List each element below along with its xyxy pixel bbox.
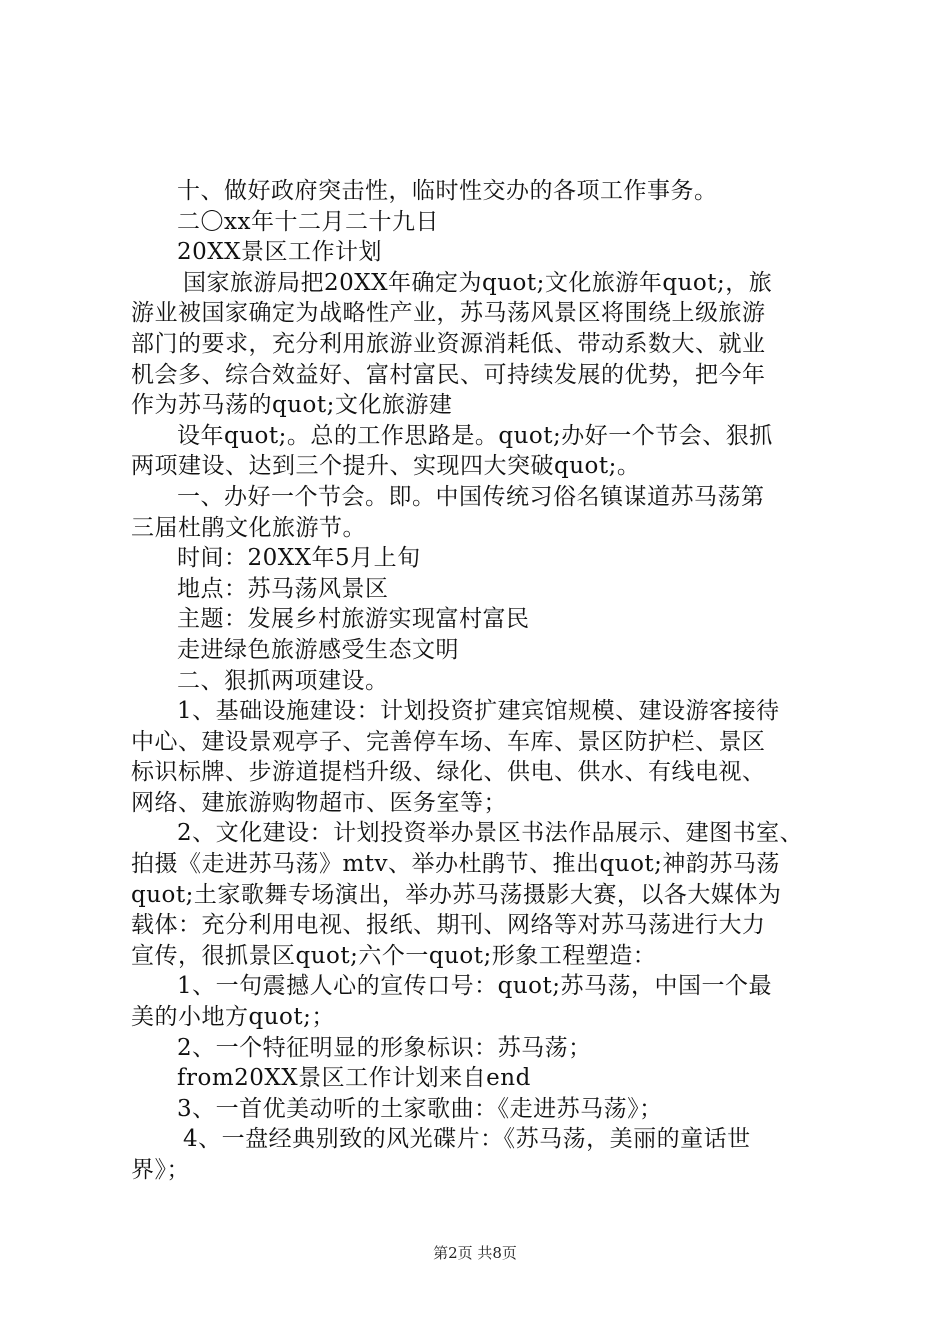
document-body xyxy=(131,176,831,1186)
text-line: 作为苏马荡的quot;文化旅游建 xyxy=(131,392,453,419)
text-line: 走进绿色旅游感受生态文明 xyxy=(177,636,459,663)
text-line: 中心、建设景观亭子、完善停车场、车库、景区防护栏、景区 xyxy=(131,728,766,755)
text-line: 一、办好一个节会。即。中国传统习俗名镇谋道苏马荡第 xyxy=(177,483,765,510)
text-line: 载体：充分利用电视、报纸、期刊、网络等对苏马荡进行大力 xyxy=(131,912,766,939)
text-line: 两项建设、达到三个提升、实现四大突破quot;。 xyxy=(131,453,641,480)
text-line: 宣传，很抓景区quot;六个一quot;形象工程塑造： xyxy=(131,942,657,969)
text-line: 主题：发展乡村旅游实现富村富民 xyxy=(177,606,530,633)
text-line: 2、一个特征明显的形象标识：苏马荡； xyxy=(177,1034,592,1061)
text-line: 部门的要求，充分利用旅游业资源消耗低、带动系数大、就业 xyxy=(131,330,766,357)
text-line: 1、基础设施建设：计划投资扩建宾馆规模、建设游客接待 xyxy=(177,698,780,725)
text-line: 界》； xyxy=(131,1157,190,1183)
text-line: 20XX景区工作计划 xyxy=(177,239,383,266)
text-line: 地点：苏马荡风景区 xyxy=(177,575,389,602)
text-line: 1、一句震撼人心的宣传口号：quot;苏马荡，中国一个最 xyxy=(177,973,773,1000)
text-line: 2、文化建设：计划投资举办景区书法作品展示、建图书室、 xyxy=(177,820,804,847)
text-line: quot;土家歌舞专场演出，举办苏马荡摄影大赛，以各大媒体为 xyxy=(131,881,782,908)
text-line: 标识标牌、步游道提档升级、绿化、供电、供水、有线电视、 xyxy=(131,759,766,786)
text-line: 3、一首优美动听的土家歌曲：《走进苏马荡》； xyxy=(177,1095,663,1122)
text-line: 游业被国家确定为战略性产业，苏马荡风景区将围绕上级旅游 xyxy=(131,300,766,327)
text-line: 二、狠抓两项建设。 xyxy=(177,667,389,694)
text-line: 拍摄《走进苏马荡》mtv、举办杜鹃节、推出quot;神韵苏马荡 xyxy=(131,851,780,878)
text-line: 时间：20XX年5月上旬 xyxy=(177,545,421,572)
text-line: 美的小地方quot;； xyxy=(131,1004,335,1031)
text-line: 网络、建旅游购物超市、医务室等； xyxy=(131,789,507,816)
text-line: 机会多、综合效益好、富村富民、可持续发展的优势，把今年 xyxy=(131,361,766,388)
text-line: 4、一盘经典别致的风光碟片：《苏马荡，美丽的童话世 xyxy=(183,1126,751,1153)
text-line: 二〇xx年十二月二十九日 xyxy=(177,208,439,235)
text-line: 十、做好政府突击性，临时性交办的各项工作事务。 xyxy=(177,178,718,204)
text-line: from20XX景区工作计划来自end xyxy=(177,1065,531,1092)
text-line: 三届杜鹃文化旅游节。 xyxy=(131,514,366,541)
page-number-footer: 第2页 共8页 xyxy=(433,1244,517,1262)
text-line: 设年quot;。总的工作思路是。quot;办好一个节会、狠抓 xyxy=(177,422,773,449)
text-line: 国家旅游局把20XX年确定为quot;文化旅游年quot;，旅 xyxy=(183,269,773,296)
